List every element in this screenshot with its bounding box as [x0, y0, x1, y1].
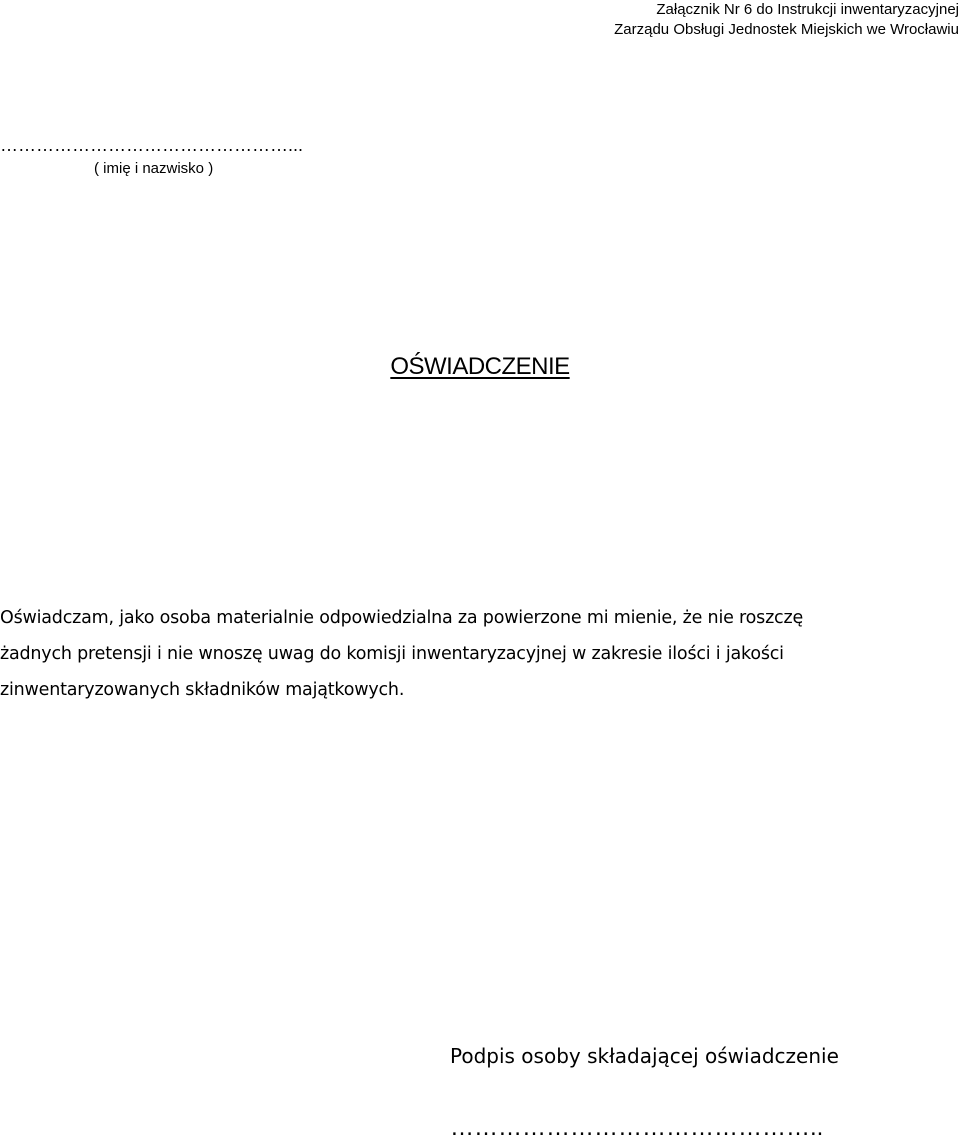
- signature-label: Podpis osoby składającej oświadczenie: [450, 1044, 839, 1068]
- statement-line-3: zinwentaryzowanych składników majątkowych.: [0, 680, 405, 700]
- attachment-header-line-2: Zarządu Obsługi Jednostek Miejskich we Wrocławiu: [614, 21, 959, 38]
- signature-dotted-line: ………………………………………..: [450, 1114, 824, 1141]
- statement-line-2: żadnych pretensji i nie wnoszę uwag do komisji inwentaryzacyjnej w zakresie ilości i jakości: [0, 644, 784, 664]
- name-caption: ( imię i nazwisko ): [94, 160, 214, 177]
- statement-line-1: Oświadczam, jako osoba materialnie odpowiedzialna za powierzone mi mienie, że nie roszczę: [0, 608, 804, 628]
- attachment-header-line-1: Załącznik Nr 6 do Instrukcji inwentaryzacyjnej: [656, 1, 959, 18]
- name-dotted-line: …………………………………………...: [0, 135, 304, 155]
- document-title: OŚWIADCZENIE: [390, 353, 570, 380]
- statement-text: [0, 600, 960, 708]
- attachment-header: [614, 0, 959, 40]
